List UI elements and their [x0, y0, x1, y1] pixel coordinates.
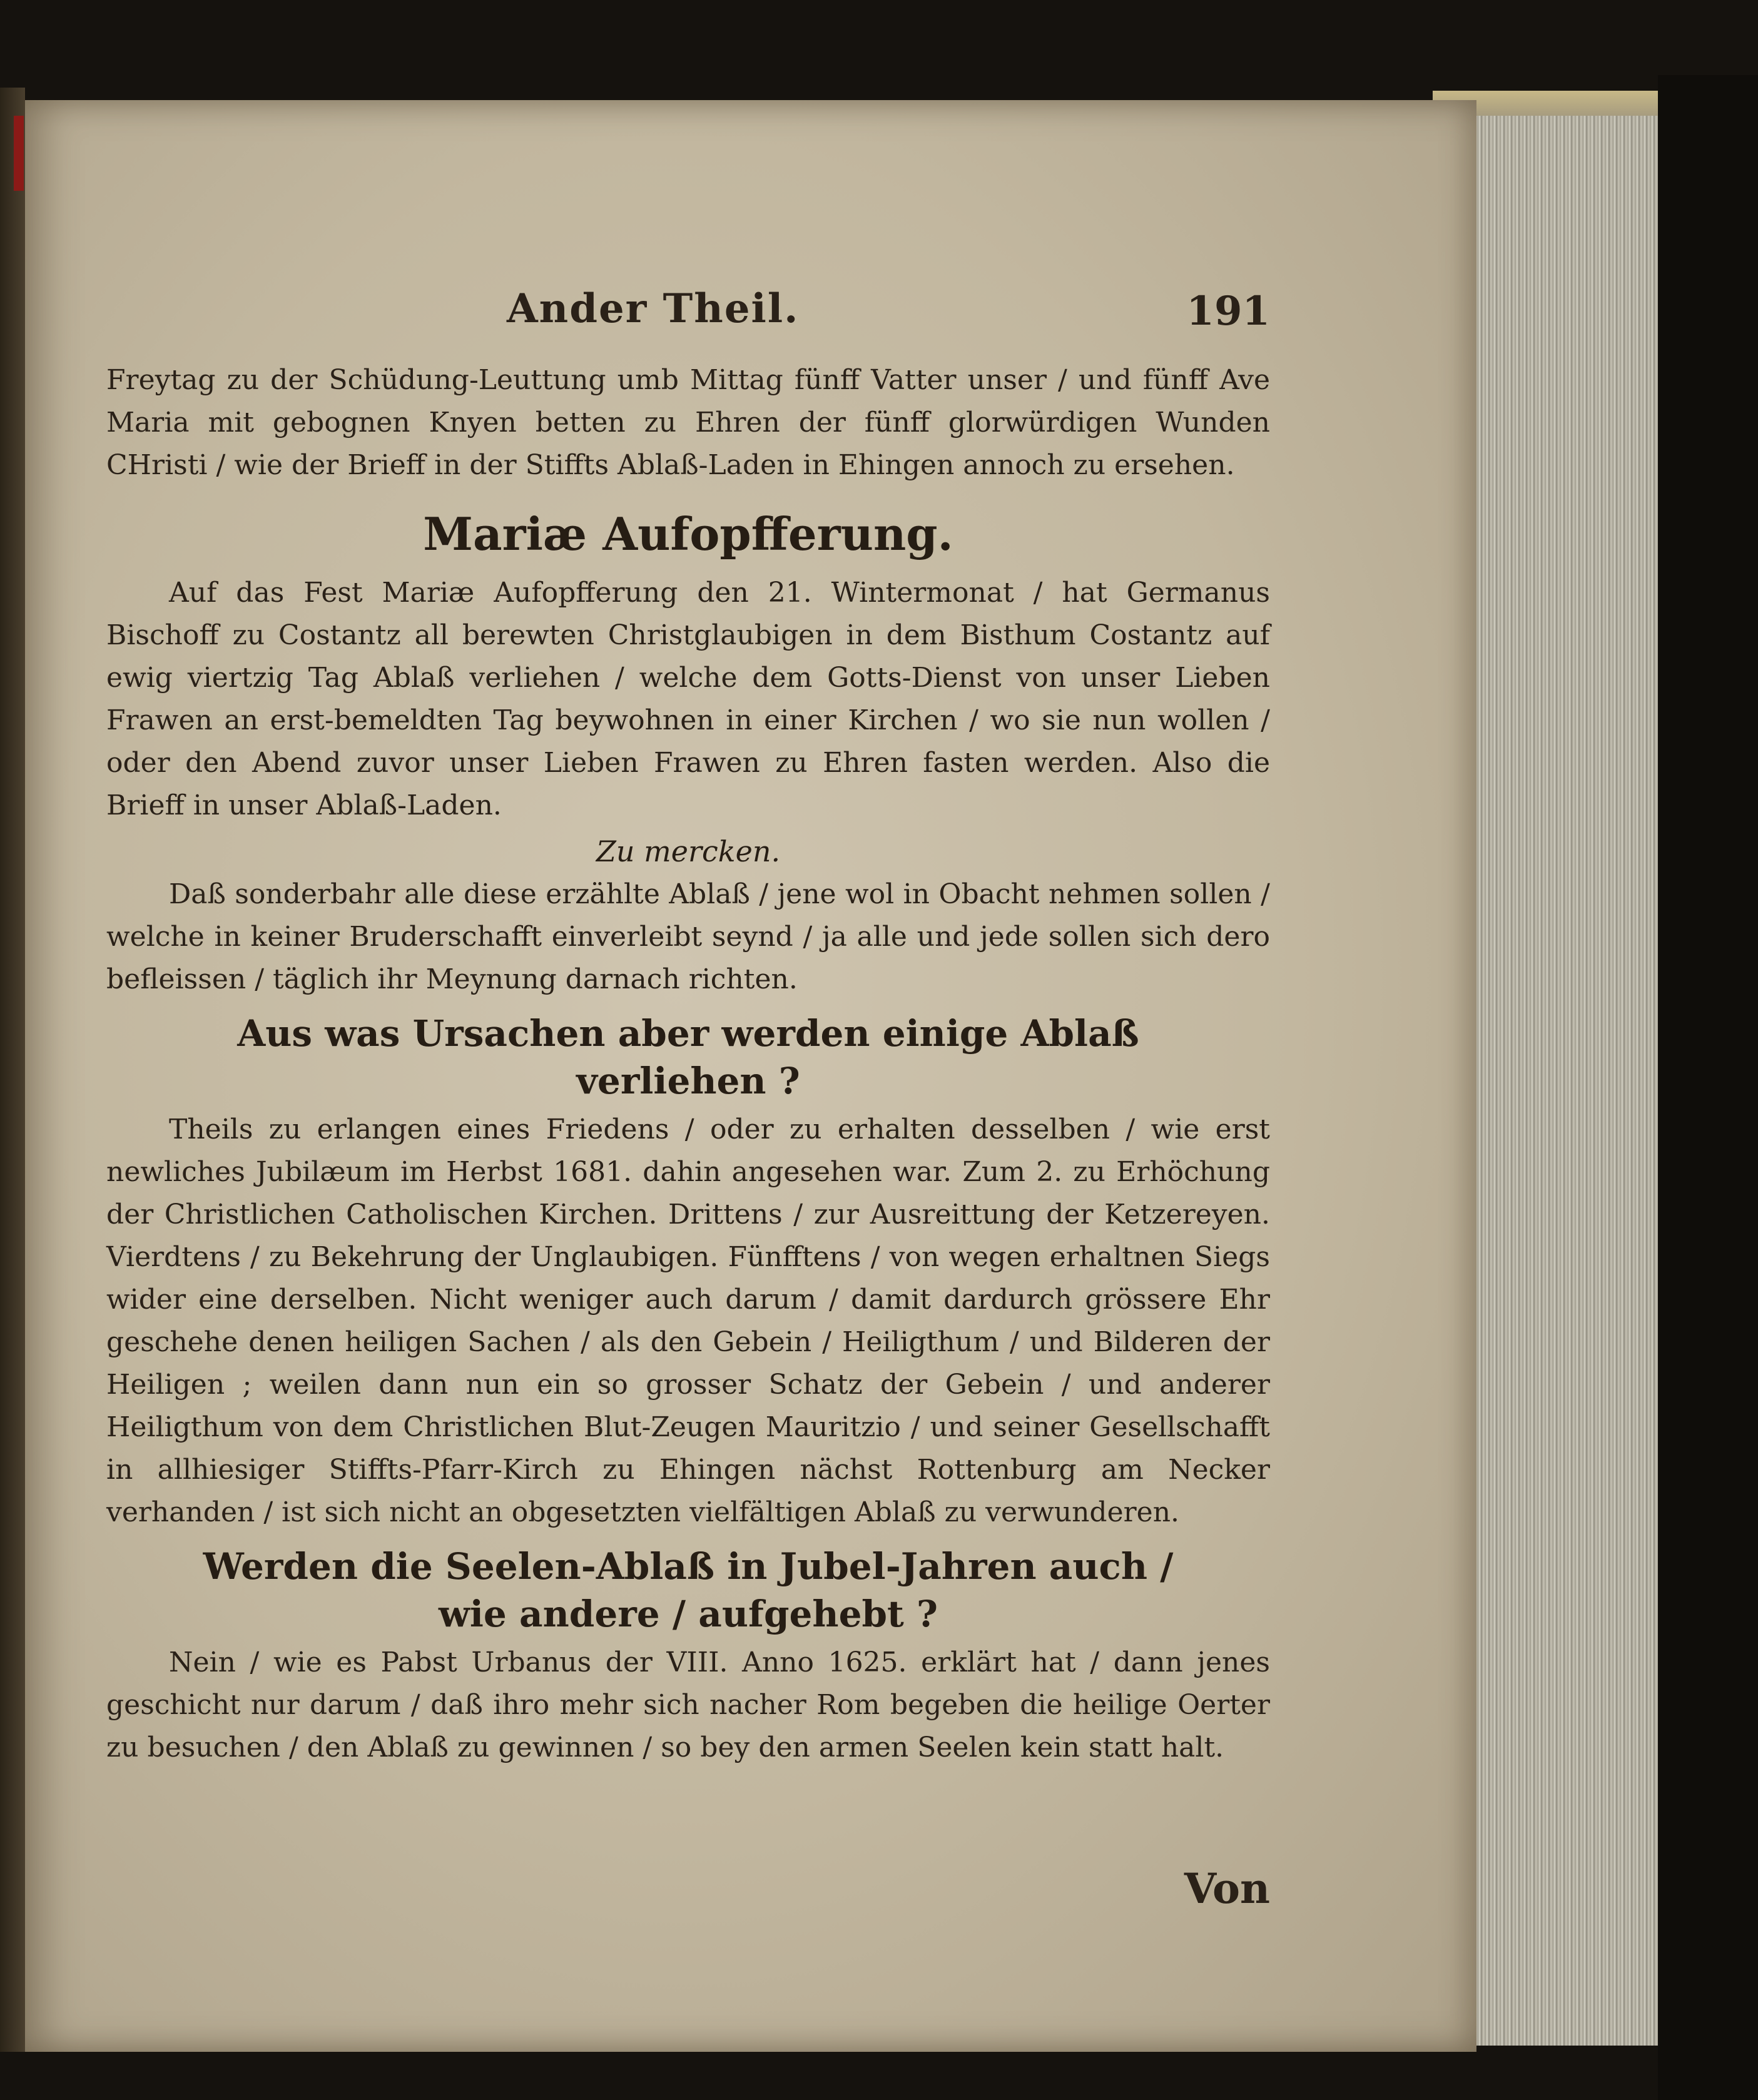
paragraph-continuation: Freytag zu der Schüdung-Leuttung umb Mittag fünff Vatter unser / und fünff Ave Maria mit gebognen Knyen betten zu Ehren der fünff glorwürdigen Wunden CHristi / wie der Brieff in der Stiffts Ablaß-Laden in Ehingen annoch zu ersehen.: [106, 364, 1270, 481]
section-heading-seelen-ablass: [106, 1534, 1270, 1641]
heading-line: Werden die Seelen-Ablaß in Jubel-Jahren auch /: [203, 1545, 1174, 1588]
section-heading-ursachen: [106, 1001, 1270, 1108]
paragraph-mariae-aufopfferung: Auf das Fest Mariæ Aufopfferung den 21. Wintermonat / hat Germanus Bischoff zu Costantz all berewten Christglaubigen in dem Bisthum Costantz auf ewig viertzig Tag Ablaß verliehen / welche dem Gotts-Dienst von unser Lieben Frawen an erst-bemeldten Tag beywohnen in einer Kirchen / wo sie nun wollen / oder den Abend zuvor unser Lieben Frawen zu Ehren fasten werden. Also die Brieff in unser Ablaß-Laden.: [106, 577, 1270, 821]
paragraph-seelen-ablass: Nein / wie es Pabst Urbanus der VIII. Anno 1625. erklärt hat / dann jenes geschicht nur darum / daß ihro mehr sich nacher Rom begeben die heilige Oerter zu besuchen / den Ablaß zu gewinnen / so bey den armen Seelen kein statt halt.: [106, 1646, 1270, 1763]
running-head: Ander Theil.: [507, 285, 800, 332]
page-content: [106, 282, 1270, 1913]
catchword: Von: [1184, 1864, 1270, 1913]
paragraph-ursachen: Theils zu erlangen eines Friedens / oder zu erhalten desselben / wie erst newliches Jubilæum im Herbst 1681. dahin angesehen war. Zum 2. zu Erhöchung der Christlichen Catholischen Kirchen. Drittens / zur Ausreittung der Ketzereyen. Vierdtens / zu Bekehrung der Unglaubigen. Fünfftens / von wegen erhaltnen Siegs wider eine derselben. Nicht weniger auch darum / damit dardurch grössere Ehr geschehe denen heiligen Sachen / als den Gebein / Heiligthum / und Bilderen der Heiligen ; weilen dann nun ein so grosser Schatz der Gebein / und anderer Heiligthum von dem Christlichen Blut-Zeugen Mauritzio / und seiner Gesellschafft in allhiesiger Stiffts-Pfarr-Kirch zu Ehingen nächst Rottenburg am Necker verhanden / ist sich nicht an obgesetzten vielfältigen Ablaß zu verwunderen.: [106, 1113, 1270, 1528]
subheading-zu-mercken: Zu mercken.: [596, 834, 781, 868]
page-header: [106, 282, 1270, 357]
binding-edge: [0, 88, 25, 2052]
heading-line: verliehen ?: [576, 1060, 800, 1102]
book-page: [25, 100, 1476, 2052]
heading-line: wie andere / aufgehebt ?: [438, 1593, 938, 1635]
heading-line: Aus was Ursachen aber werden einige Ablaß: [237, 1012, 1139, 1055]
page-number: 191: [1186, 288, 1270, 335]
right-shadow: [1658, 75, 1758, 2100]
bookmark-ribbon: [14, 116, 24, 191]
section-heading-mariae-aufopfferung: Mariæ Aufopfferung.: [423, 507, 953, 561]
paragraph-zu-mercken: Daß sonderbahr alle diese erzählte Ablaß / jene wol in Obacht nehmen sollen / welche in keiner Bruderschafft einverleibt seynd / ja alle und jede sollen sich dero befleissen / täglich ihr Meynung darnach richten.: [106, 878, 1270, 995]
